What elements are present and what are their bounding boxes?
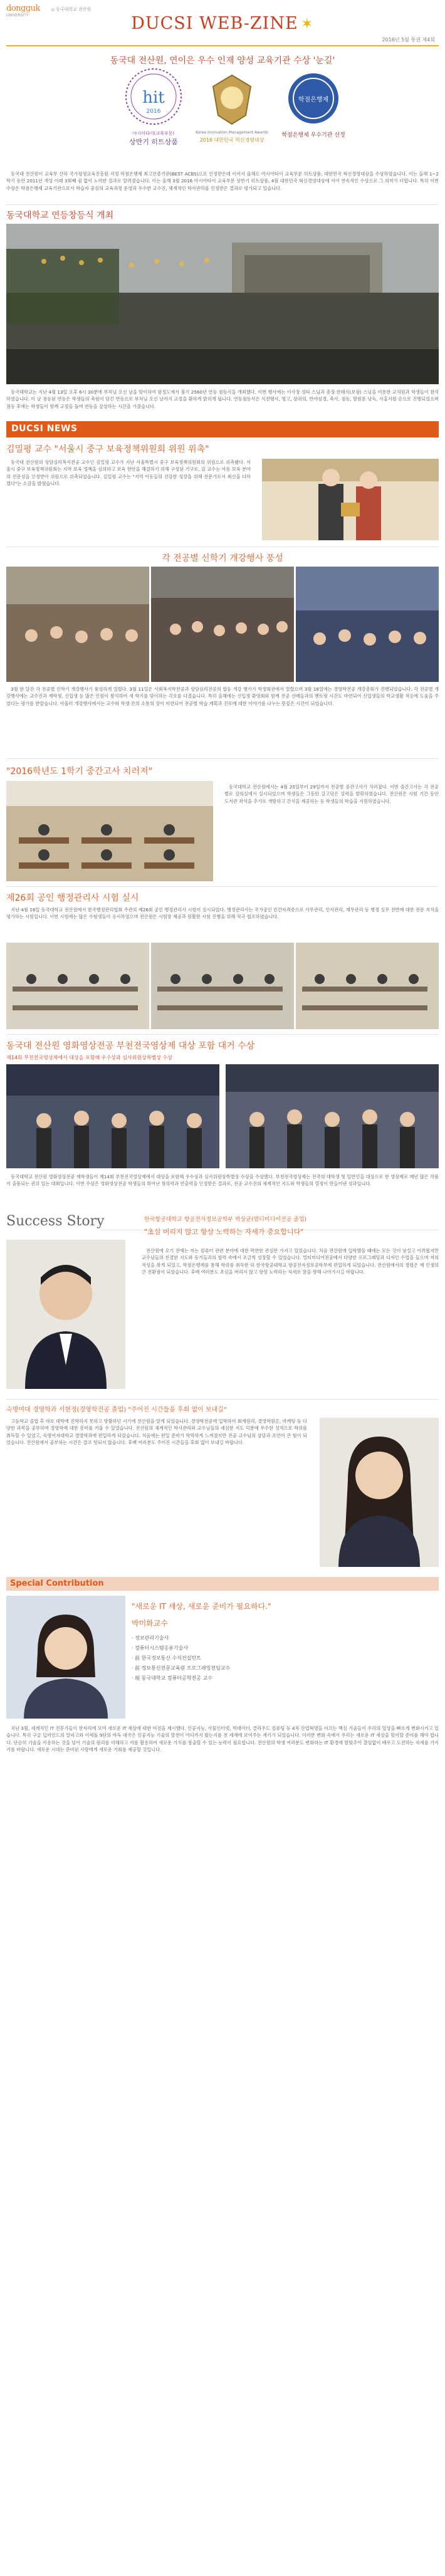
story1-school: 한국항공대학교 항공전자정보공학부 박상균(멀티미디어전공 졸업): [144, 1217, 307, 1223]
award-badges: [0, 65, 445, 159]
news-title: "2016학년도 1학기 중간고사 치러져": [6, 767, 153, 777]
credential-item: · 前 한국정보통신 수석컨설턴트: [132, 1655, 201, 1661]
news-title: 각 전공별 신학기 개강행사 풍성: [162, 553, 283, 563]
innovation-award-badge: [207, 71, 257, 128]
story1-portrait: [6, 1240, 125, 1389]
midterm-exam-photo: [6, 781, 213, 881]
news-item-professor: [0, 442, 445, 455]
exam-photos: [6, 943, 439, 1029]
professor-portrait: [6, 1596, 125, 1719]
svg-text:2016: 2016: [146, 108, 161, 115]
story1-quote: "초심 버리지 않고 항상 노력하는 자세가 중요합니다": [144, 1228, 304, 1236]
divider: [6, 204, 439, 205]
badge1-label: 상반기 히트상품: [129, 138, 178, 146]
hit-product-badge: [122, 65, 185, 128]
top-link[interactable]: 동국대학교 전산원: [51, 6, 91, 13]
professor-ceremony-photo: [262, 459, 439, 540]
story2-body-wrap: [0, 1418, 313, 1447]
divider: [6, 886, 439, 887]
story2-portrait: [320, 1418, 439, 1567]
special-body-wrap: [0, 1725, 445, 1754]
article-lantern: [0, 209, 445, 221]
divider: [6, 1399, 439, 1400]
credential-item: · 現 동국대학교 컴퓨터공학전공 교수: [132, 1675, 212, 1681]
issue-label: 2016년 5월 통권 제4회: [382, 37, 435, 43]
article-awards: [0, 54, 445, 66]
success-story-title: Success Story: [6, 1213, 105, 1229]
news-body: 지난 4월 16일 동국대학교 전산원에서 한국행정관리협회 주관의 제26회 공인 행정관리사 시험이 실시되었다. 행정관리사는 국가공인 민간자격증으로 사무관리, 인사관리, 재무관리 등 행정 실무 전반에 대한 전문 지식을 평가하는 시험입니다. 이번 시험에는 많은 수험생들이 응시하였으며 전산원은 시험장 제공과 원활한 시험 진행을 위해 적극 협조하였습니다.: [6, 907, 439, 920]
news-section-label: DUCSI NEWS: [11, 424, 78, 434]
header: [0, 0, 445, 50]
news-section-bar: [6, 421, 439, 437]
news-item1-body-wrap: [0, 459, 257, 488]
news-item4-body-wrap: [0, 906, 445, 921]
credential-item: · 컴퓨터시스템응용기술사: [132, 1645, 189, 1651]
logo-sub: UNIVERSITY: [6, 13, 29, 18]
credit-bank-badge: [285, 70, 342, 127]
professor-credentials: [132, 1633, 445, 1683]
article-title: 동국대학교 연등창등식 개최: [6, 211, 114, 221]
svg-text:hit: hit: [142, 88, 165, 107]
orientation-photos: [6, 567, 439, 682]
news-item-exam: [0, 891, 445, 904]
credential-item: · 前 정보통신전문교육원 프로그래밍전임교수: [132, 1665, 231, 1671]
divider: [6, 1034, 439, 1035]
news-body: 동국대학교 전산원 영화영상전공 재학생들이 제14회 부천전국영상제에서 대상을 포함해 우수상과 심사위원상특별상 수상을 수상했다. 부천전국영상제는 전국의 대학생 및 일반인을 대상으로 한 영상제로 매년 많은 작품이 출품되는 권위 있는 대회입니다. 이번 수상은 영화영상전공 학생들의 뛰어난 창의력과 연출력을 인정받은 결과로, 전공 교수진의 체계적인 지도와 학생들의 열정이 만들어낸 성과입니다.: [6, 1174, 439, 1187]
news-subtitle: 제14회 부천전국영상제에서 대상을 포함해 우수상과 심사위원상특별상 수상: [6, 1055, 173, 1060]
special-contribution-bar: [6, 1577, 439, 1591]
lantern-ceremony-photo: [6, 224, 439, 384]
news-title: 김밀평 교수 "서울시 중구 보육정책위원회 위원 위촉": [6, 444, 209, 454]
special-title: "새로운 IT 세상, 새로운 준비가 필요하다.": [132, 1602, 271, 1611]
story2-school: 숙명여대 경영학과 서현정(경영학전공 졸업) "주어진 시간들을 후회 없이 보내길": [6, 1406, 227, 1413]
badge1-label-top: 아시아타이(교육부문): [132, 131, 175, 136]
film-award-photos: [6, 1064, 439, 1168]
badge3-label: 학점은행제 우수기관 선정: [281, 132, 345, 139]
article2-body-wrap: [0, 389, 445, 410]
news-title: 제26회 공인 행정관리사 시험 실시: [6, 893, 139, 903]
header-rule: [6, 45, 439, 46]
news-item-film-award: [0, 1039, 445, 1061]
slash-decoration-icon: ✶: [300, 15, 314, 33]
special-body: 지난 3월, 세계적인 IT 전문가들이 한자리에 모여 새로운 IT 세상에 대한 비전을 제시했다. 인공지능, 사물인터넷, 빅데이터, 클라우드 컴퓨팅 등 4차 산업혁명을 이끄는 핵심 기술들이 우리의 일상을 빠르게 변화시키고 있습니다. 특히 구글 딥마인드의 알파고와 이세돌 9단의 바둑 대국은 인공지능 기술의 발전이 어디까지 왔는지를 전 세계에 보여주는 계기가 되었습니다. 이러한 변화 속에서 우리는 새로운 IT 세상을 맞이할 준비를 해야 합니다. 단순히 기술을 사용하는 것을 넘어 기술의 원리를 이해하고 이를 활용하여 새로운 가치를 창출할 수 있는 능력이 필요합니다. 전산원의 학생 여러분도 변화하는 IT 환경에 발맞추어 끊임없이 배우고 도전하는 자세를 가지기를 바랍니다. 새로운 시대는 준비된 사람에게 새로운 기회를 제공할 것입니다.: [6, 1725, 439, 1753]
news-body: 동국대학교 전산원에서는 4월 25일부터 29일까지 전공별 중간고사가 치러졌다. 이번 중간고사는 각 전공별로 강의실에서 실시되었으며 학생들은 그동안 갈고닦은 실력을 발휘하였습니다. 전산원은 시험 기간 동안 도서관 좌석을 추가로 개방하고 간식을 제공하는 등 학생들의 학습을 지원하였습니다.: [224, 784, 439, 804]
news-item3-body-wrap: [218, 783, 445, 805]
badge2-label: 2016 대한민국 혁신경영대상: [199, 137, 264, 143]
story2-body: 고등학교 졸업 후 바로 대학에 진학하지 못하고 방황하던 시기에 전산원을 알게 되었습니다. 경영학전공에 입학하여 회계원리, 경영학원론, 마케팅 등 다양한 과목을 공부하며 경영학에 대한 흥미를 키울 수 있었습니다. 전산원의 체계적인 학사관리와 교수님들의 세심한 지도 덕분에 우수한 성적으로 학위를 취득할 수 있었고, 숙명여자대학교 경영학과에 편입하게 되었습니다. 처음에는 편입 준비가 막막하게 느껴졌지만 전공 교수님의 상담과 조언이 큰 힘이 되었습니다. 전산원에서 공부하는 시간은 결코 헛되지 않습니다. 후배 여러분도 주어진 시간들을 후회 없이 보내길 바랍니다.: [6, 1418, 307, 1446]
divider: [6, 758, 439, 759]
news-item2-body-wrap: [0, 686, 445, 707]
story1-school-wrap: [144, 1215, 445, 1237]
story1-body: 전산원에 오기 전에는 저는 컴퓨터 관련 분야에 대한 막연한 관심만 가지고 있었습니다. 처음 전산원에 입학했을 때에는 모든 것이 낯설고 어려웠지만 교수님들의 친절한 지도와 동기들과의 협력 속에서 조금씩 성장할 수 있었습니다. 멀티미디어전공에서 다양한 프로그래밍과 디자인 수업을 들으며 저의 적성을 찾게 되었고, 학점은행제를 통해 학위를 취득한 뒤 한국항공대학교 항공전자정보공학부에 편입하게 되었습니다. 전산원에서의 경험은 제 인생의 큰 전환점이 되었습니다. 후배 여러분도 초심을 버리지 않고 항상 노력하는 자세로 꿈을 향해 나아가시길 바랍니다.: [142, 1248, 439, 1275]
square-icon: [51, 8, 55, 11]
news-item-midterm: [0, 765, 213, 777]
news-body: 동국대 전산원의 상담심리복지전공 교수인 김밀평 교수가 지난 서울특별시 중구 보육정책위원회의 위원으로 위촉됐다. 서울시 중구 보육정책위원회는 지역 보육 정책을 심의하고 보육 현안을 해결하기 위해 구성된 기구로, 김 교수는 아동 보육 분야의 전문성을 인정받아 위원으로 위촉되었습니다. 김밀평 교수는 "지역 아동들의 건강한 성장을 위해 전문가로서 최선을 다하겠다"는 소감을 밝혔습니다.: [6, 459, 251, 487]
article-body: 동국대 전산원이 교육부 산하 국가평생교육진흥원 지정 학점은행제 최고인증기관(BEST ACBS)으로 인정받은데 이어서 올해도 아시아타이 교육부문 히트상품, 대한민국 혁신경영대상을 수상하였습니다. 이는 올해 1~2학기 동안 2011년 개설 이래 3회째 쉼 없이 노력한 결과로 알려졌습니다. 이는 올해 3월 2016 아시아타이 교육부문 상반기 히트상품, 4월 대한민국 혁신경영대상에 이어 연속적인 수상으로 그 의미가 더합니다. 특히 이번 수상은 학점은행제 교육기관으로서 학습자 중심의 교육과정 운영과 우수한 교수진, 체계적인 학사관리를 인정받은 결과로 평가되고 있습니다.: [6, 171, 439, 191]
special-author: 박미화교수: [132, 1619, 168, 1628]
badge2-label-top: Korea Innovation Management Awards: [196, 130, 268, 135]
story1-body-wrap: [135, 1247, 445, 1276]
article-body: 동국대학교는 지난 4월 13일 오후 6시 30분에 부처님 오신 날을 맞이하여 팔정도에서 불기 2560년 연등 점등식을 개최했다. 이번 행사에는 이사장 성타 스님과 총장 한태식(보광) 스님을 비롯한 교직원과 학생들이 참석하였습니다. 이 날 점등된 연등은 학생들의 축원이 담긴 연등으로 부처님 오신 날까지 교정을 환하게 밝히게 됩니다. 연등점등식은 식전행사, 명고, 삼귀의, 반야심경, 축사, 점등, 발원문 낭독, 사홍서원 순으로 진행되었으며 점등 후에는 학생들이 함께 교정을 돌며 연등을 감상하는 시간을 가졌습니다.: [6, 389, 439, 409]
logo-text: dongguk: [6, 4, 40, 13]
story2-header: [0, 1404, 445, 1413]
news-title: 동국대 전산원 영화영상전공 부천전국영상제 대상 포함 대거 수상: [6, 1041, 255, 1051]
brand-title: DUCSI WEB-ZINE ✶: [131, 14, 314, 33]
special-contribution-label: Special Contribution: [10, 1579, 104, 1588]
news-item-orientation: [0, 552, 445, 564]
special-header: [132, 1601, 445, 1683]
article-title: 동국대 전산원, 연이은 우수 인재 양성 교육기관 수상 '눈길': [110, 56, 335, 66]
svg-text:학점은행제: 학점은행제: [298, 97, 329, 103]
news-body: 3월 한 달간 각 전공별 신학기 개강행사가 풍성하게 열렸다. 3월 11일은 사회복지학전공과 상담심리전공의 합동 개강 행사가 학생회관에서 열렸으며 3월 18일에는 경영학전공 개강총회가 진행되었습니다. 각 전공별 개강행사에는 교수진과 재학생, 신입생 등 많은 인원이 참석하여 새 학기를 맞이하는 각오를 다졌습니다. 특히 올해에는 신입생 환영회와 함께 전공 선배들과의 멘토링 시간도 마련되어 신입생들의 학교생활 적응에 도움을 주었다는 평가를 받았습니다. 아울러 개강행사에서는 교수와 학생 간의 소통의 장이 마련되어 전공별 학습 계획과 진로에 대한 이야기를 나누는 뜻깊은 시간이 되었습니다.: [6, 686, 439, 706]
credential-item: · 정보관리기술사: [132, 1635, 169, 1641]
news-item5-body-wrap: [0, 1173, 445, 1188]
article1-body-wrap: [0, 170, 445, 192]
